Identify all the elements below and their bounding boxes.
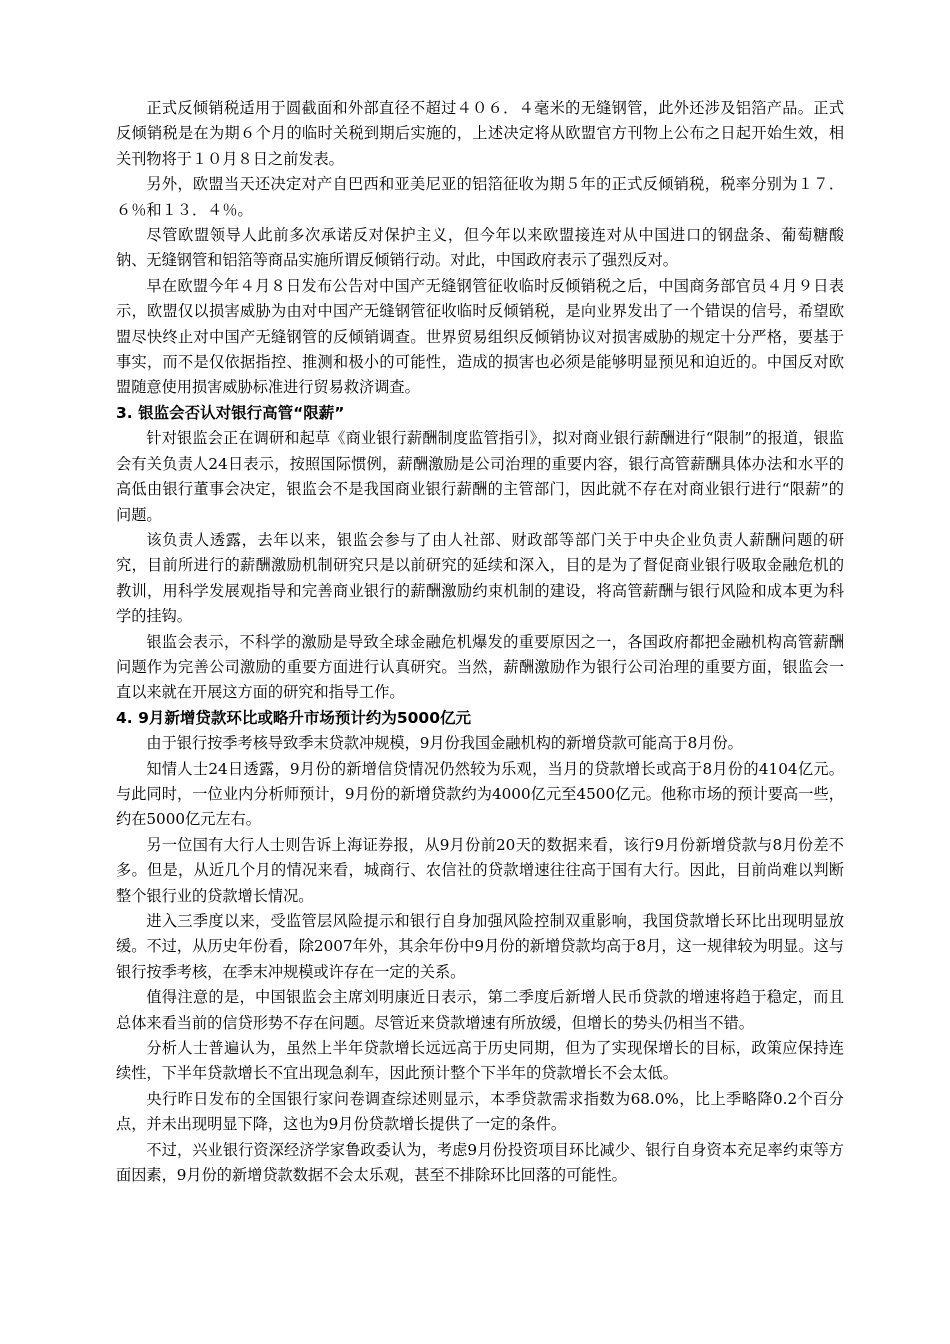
paragraph: 正式反倾销税适用于圆截面和外部直径不超过４０６．４毫米的无缝钢管，此外还涉及铝箔产品。正式反倾销税是在为期６个月的临时关税到期后实施的，上述决定将从欧盟官方刊物上公布之日起开始生效，相关刊物将于１０月８日之前发表。 [116, 99, 844, 168]
section-heading: 4. 9月新增贷款环比或略升市场预计约为5000亿元 [116, 708, 471, 727]
paragraph: 另外，欧盟当天还决定对产自巴西和亚美尼亚的铝箔征收为期５年的正式反倾销税，税率分别为１７．６％和１３．４％。 [116, 175, 844, 219]
document-page [116, 96, 844, 1188]
paragraph: 进入三季度以来，受监管层风险提示和银行自身加强风险控制双重影响，我国贷款增长环比出现明显放缓。不过，从历史年份看，除2007年外，其余年份中9月份的新增贷款均高于8月，这一规律较为明显。这与银行按季考核，在季末冲规模或许存在一定的关系。 [116, 912, 844, 981]
paragraph: 由于银行按季考核导致季末贷款冲规模，9月份我国金融机构的新增贷款可能高于8月份。 [146, 734, 743, 753]
paragraph: 早在欧盟今年４月８日发布公告对中国产无缝钢管征收临时反倾销税之后，中国商务部官员４月９日表示，欧盟仅以损害威胁为由对中国产无缝钢管征收临时反倾销税，是向业界发出了一个错误的信号，希望欧盟尽快终止对中国产无缝钢管的反倾销调查。世界贸易组织反倾销协议对损害威胁的规定十分严格，要基于事实，而不是仅依据指控、推测和极小的可能性，造成的损害也必须是能够明显预见和迫近的。中国反对欧盟随意使用损害威胁标准进行贸易救济调查。 [116, 276, 844, 397]
paragraph: 针对银监会正在调研和起草《商业银行薪酬制度监管指引》，拟对商业银行薪酬进行“限制”的报道，银监会有关负责人24日表示，按照国际惯例，薪酬激励是公司治理的重要内容，银行高管薪酬具体办法和水平的高低由银行董事会决定，银监会不是我国商业银行薪酬的主管部门，因此就不存在对商业银行进行“限薪”的问题。 [116, 429, 844, 524]
paragraph: 另一位国有大行人士则告诉上海证券报，从9月份前20天的数据来看，该行9月份新增贷款与8月份差不多。但是，从近几个月的情况来看，城商行、农信社的贷款增速往往高于国有大行。因此，目前尚难以判断整个银行业的贷款增长情况。 [116, 835, 844, 905]
paragraph: 央行昨日发布的全国银行家问卷调查综述则显示，本季贷款需求指数为68.0%，比上季略降0.2个百分点，并未出现明显下降，这也为9月份贷款增长提供了一定的条件。 [116, 1089, 844, 1134]
paragraph: 该负责人透露，去年以来，银监会参与了由人社部、财政部等部门关于中央企业负责人薪酬问题的研究，目前所进行的薪酬激励机制研究只是以前研究的延续和深入，目的是为了督促商业银行吸取金融危机的教训，用科学发展观指导和完善商业银行的薪酬激励约束机制的建设，将高管薪酬与银行风险和成本更为科学的挂钩。 [116, 530, 844, 626]
paragraph: 值得注意的是，中国银监会主席刘明康近日表示，第二季度后新增人民币贷款的增速将趋于稳定，而且总体来看当前的信贷形势不存在问题。尽管近来贷款增速有所放缓，但增长的势头仍相当不错。 [116, 988, 844, 1032]
paragraph: 分析人士普遍认为，虽然上半年贷款增长远远高于历史同期，但为了实现保增长的目标，政策应保持连续性，下半年贷款增长不宜出现急刹车，因此预计整个下半年的贷款增长不会太低。 [116, 1039, 844, 1083]
paragraph: 银监会表示，不科学的激励是导致全球金融危机爆发的重要原因之一，各国政府都把金融机构高管薪酬问题作为完善公司激励的重要方面进行认真研究。当然，薪酬激励作为银行公司治理的重要方面，银监会一直以来就在开展这方面的研究和指导工作。 [116, 632, 844, 702]
paragraph: 不过，兴业银行资深经济学家鲁政委认为，考虑9月份投资项目环比减少、银行自身资本充足率约束等方面因素，9月份的新增贷款数据不会太乐观，甚至不排除环比回落的可能性。 [116, 1140, 844, 1185]
paragraph: 尽管欧盟领导人此前多次承诺反对保护主义，但今年以来欧盟接连对从中国进口的钢盘条、葡萄糖酸钠、无缝钢管和铝箔等商品实施所谓反倾销行动。对此，中国政府表示了强烈反对。 [116, 226, 844, 270]
section-3 [116, 401, 844, 706]
section-4 [116, 706, 844, 1189]
intro-section [116, 96, 844, 401]
paragraph: 知情人士24日透露，9月份的新增信贷情况仍然较为乐观，当月的贷款增长或高于8月份的4104亿元。与此同时，一位业内分析师预计，9月份的新增贷款约为4000亿元至4500亿元。他称市场的预计要高一些，约在5000亿元左右。 [116, 759, 844, 829]
section-heading: 3. 银监会否认对银行高管“限薪” [116, 403, 345, 422]
